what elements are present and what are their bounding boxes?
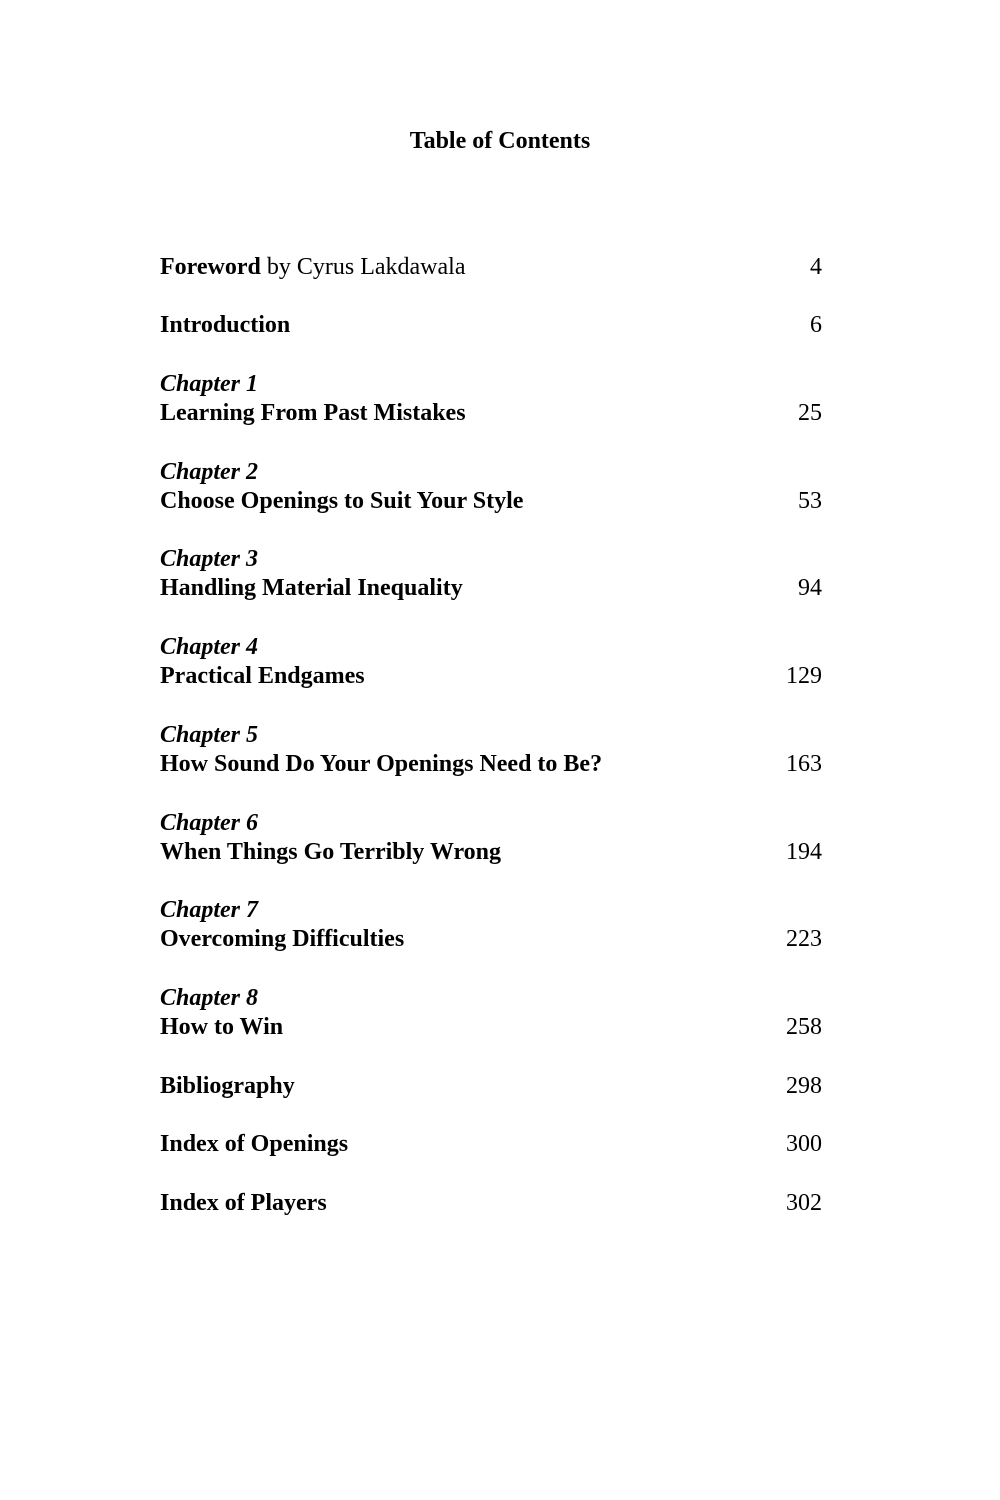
toc-entry-chapter-2[interactable] — [160, 457, 822, 516]
entry-line — [160, 661, 822, 691]
entry-title: How to Win — [160, 1014, 284, 1040]
entry-author: by Cyrus Lakdawala — [260, 254, 466, 280]
toc-entry-index-of-openings[interactable] — [160, 1129, 822, 1159]
entry-title: Choose Openings to Suit Your Style — [160, 488, 524, 514]
entry-title: Index of Openings — [160, 1131, 349, 1157]
entry-page-number: 25 — [798, 400, 822, 426]
toc-entry-chapter-3[interactable] — [160, 544, 822, 603]
toc-entry-chapter-1[interactable] — [160, 369, 822, 428]
entry-title-text: Foreword — [160, 254, 261, 280]
entry-line — [160, 749, 822, 779]
entry-page-number: 163 — [786, 751, 822, 777]
toc-entry-chapter-4[interactable] — [160, 632, 822, 691]
chapter-label: Chapter 3 — [160, 546, 259, 572]
entry-page-number: 298 — [786, 1073, 822, 1099]
entry-title: Practical Endgames — [160, 663, 365, 689]
toc-entry-index-of-players[interactable] — [160, 1188, 822, 1218]
entry-page-number: 194 — [786, 839, 822, 865]
entry-page-number: 302 — [786, 1190, 822, 1216]
chapter-label: Chapter 7 — [160, 897, 259, 923]
page-title: Table of Contents — [409, 128, 591, 154]
entry-title: Overcoming Difficulties — [160, 926, 405, 952]
entry-page-number: 223 — [786, 926, 822, 952]
chapter-label: Chapter 1 — [160, 371, 259, 397]
entry-line — [160, 1129, 822, 1159]
entry-page-number: 53 — [798, 488, 822, 514]
chapter-label: Chapter 4 — [160, 634, 259, 660]
entry-title: Index of Players — [160, 1190, 327, 1216]
toc-entry-foreword[interactable] — [160, 252, 822, 282]
entry-title — [160, 252, 465, 282]
entry-line — [160, 398, 822, 428]
entry-line — [160, 252, 822, 282]
chapter-label: Chapter 2 — [160, 459, 259, 485]
chapter-label: Chapter 8 — [160, 985, 259, 1011]
entry-title: When Things Go Terribly Wrong — [160, 839, 502, 865]
chapter-label: Chapter 5 — [160, 722, 259, 748]
entry-page-number: 6 — [810, 312, 822, 338]
entry-page-number: 300 — [786, 1131, 822, 1157]
toc-entry-introduction[interactable] — [160, 310, 822, 340]
entry-page-number: 94 — [798, 575, 822, 601]
entry-line — [160, 1188, 822, 1218]
entry-line — [160, 573, 822, 603]
entry-line — [160, 1012, 822, 1042]
entry-line — [160, 486, 822, 516]
toc-entry-chapter-7[interactable] — [160, 895, 822, 954]
toc-entry-chapter-8[interactable] — [160, 983, 822, 1042]
entry-page-number: 129 — [786, 663, 822, 689]
chapter-label: Chapter 6 — [160, 810, 259, 836]
toc-entry-chapter-5[interactable] — [160, 720, 822, 779]
entry-title: Handling Material Inequality — [160, 575, 463, 601]
entry-title: How Sound Do Your Openings Need to Be? — [160, 751, 603, 777]
toc-entry-chapter-6[interactable] — [160, 808, 822, 867]
entry-line — [160, 837, 822, 867]
entry-title: Learning From Past Mistakes — [160, 400, 466, 426]
entry-line — [160, 924, 822, 954]
entry-line — [160, 1071, 822, 1101]
entry-page-number: 258 — [786, 1014, 822, 1040]
entry-title: Bibliography — [160, 1073, 295, 1099]
toc-entry-bibliography[interactable] — [160, 1071, 822, 1101]
entry-title: Introduction — [160, 312, 291, 338]
entry-page-number: 4 — [810, 254, 822, 280]
entry-line — [160, 310, 822, 340]
